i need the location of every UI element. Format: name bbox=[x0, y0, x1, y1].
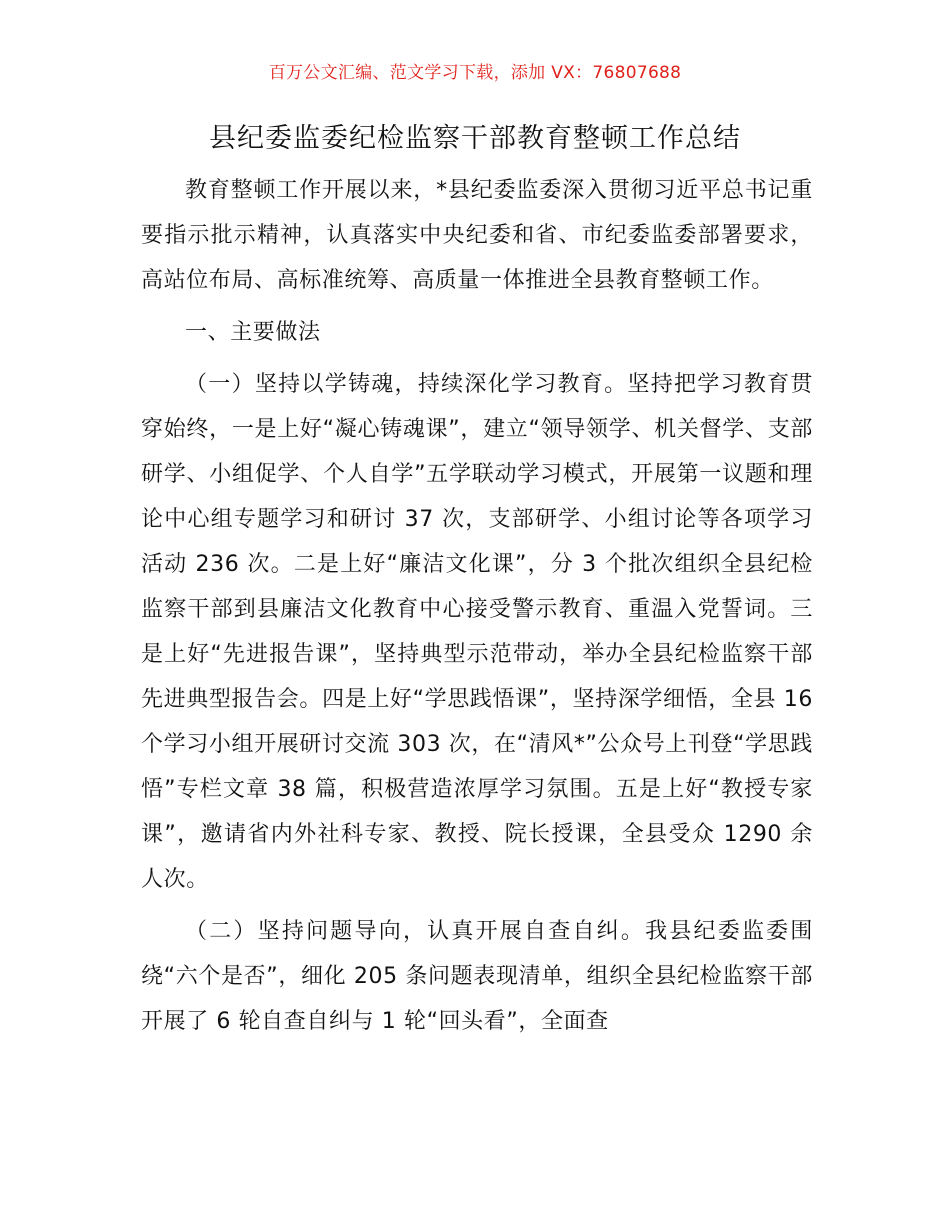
paragraph-intro: 教育整顿工作开展以来，*县纪委监委深入贯彻习近平总书记重要指示批示精神，认真落实中央纪委和省、市纪委监委部署要求，高站位布局、高标准统筹、高质量一体推进全县教育整顿工作。 bbox=[141, 178, 813, 293]
document-title: 县纪委监委纪检监察干部教育整顿工作总结 bbox=[209, 123, 741, 154]
paragraph-study: （一）坚持以学铸魂，持续深化学习教育。坚持把学习教育贯穿始终，一是上好“凝心铸魂课”，建立“领导领学、机关督学、支部研学、小组促学、个人自学”五学联动学习模式，开展第一议题和理论中心组专题学习和研讨 37 次，支部研学、小组讨论等各项学习活动 236 次。二是上好“廉洁文化课”，分 3 个批次组织全县纪检监察干部到县廉洁文化教育中心接受警示教育、重温入党誓词。三是上好“先进报告课”，坚持典型示范带动，举办全县纪检监察干部先进典型报告会。四是上好“学思践悟课”，坚持深学细悟，全县 16 个学习小组开展研讨交流 303 次，在“清风*”公众号上刊登“学思践悟”专栏文章 38 篇，积极营造浓厚学习氛围。五是上好“教授专家课”，邀请省内外社科专家、教授、院长授课，全县受众 1290 余人次。 bbox=[141, 372, 813, 892]
paragraph-self-check: （二）坚持问题导向，认真开展自查自纠。我县纪委监委围绕“六个是否”，细化 205 条问题表现清单，组织全县纪检监察干部开展了 6 轮自查自纠与 1 轮“回头看”，全面查 bbox=[141, 919, 813, 1034]
section-heading: 一、主要做法 bbox=[185, 320, 321, 345]
document-body bbox=[141, 168, 813, 1051]
header-note: 百万公文汇编、范文学习下载，添加 VX：76807688 bbox=[268, 63, 682, 83]
